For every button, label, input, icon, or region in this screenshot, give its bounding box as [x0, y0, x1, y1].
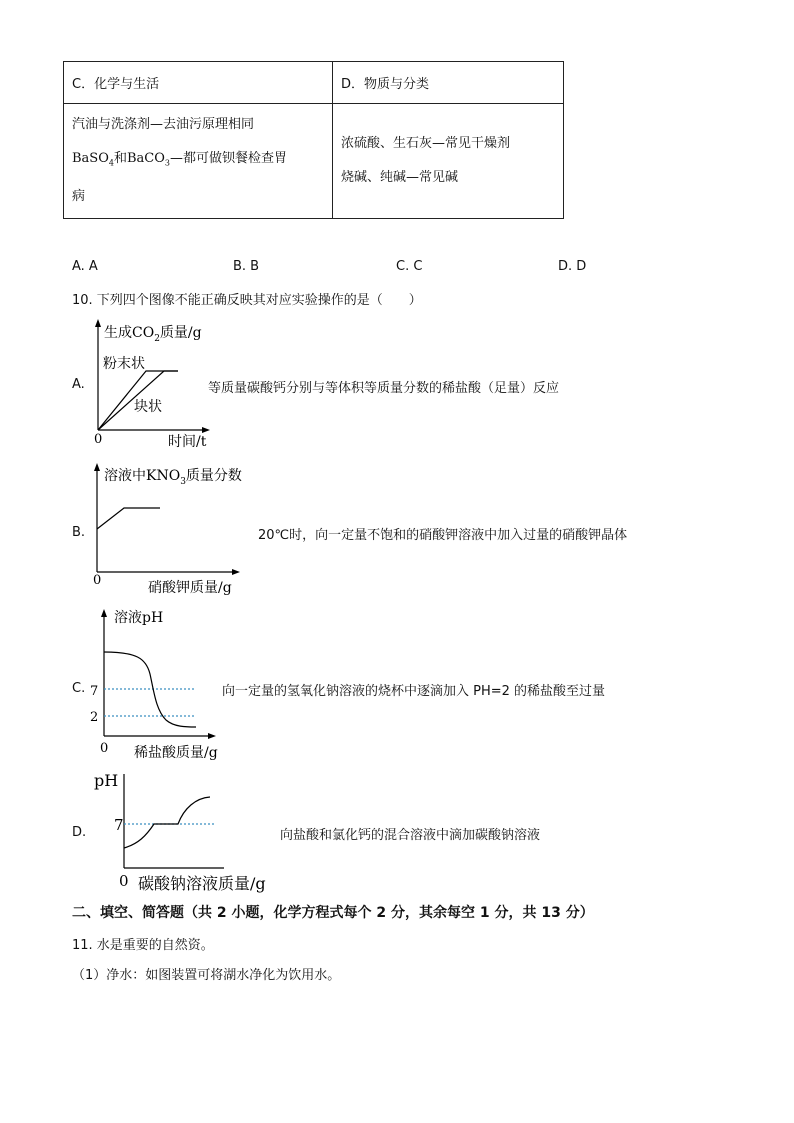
cell-c-line-2 [72, 142, 324, 181]
option-c-label: C. [72, 681, 86, 696]
formula-sub: 4 [108, 158, 114, 168]
x-axis-label: 时间/t [168, 434, 207, 450]
x-axis-arrow-icon [232, 569, 240, 575]
question-11-part-1: （1）净水：如图装置可将湖水净化为饮用水。 [72, 968, 341, 983]
y-axis-label: 溶液pH [114, 610, 164, 626]
lump-label: 块状 [134, 399, 162, 415]
kno3-fraction-curve [97, 508, 160, 529]
connector-text: 和 [113, 150, 127, 166]
tick-7-label: 7 [114, 816, 124, 834]
option-d-label: D. [72, 825, 87, 840]
question-10-stem: 10. 下列四个图像不能正确反映其对应实验操作的是（ ） [72, 293, 422, 308]
table-cell-c [64, 104, 333, 219]
tick-2-label: 2 [90, 710, 99, 725]
table-header-d: D．物质与分类 [333, 62, 564, 104]
option-a-description: 等质量碳酸钙分别与等体积等质量分数的稀盐酸（足量）反应 [208, 381, 560, 396]
cell-d-line-1: 浓硫酸、生石灰—常见干燥剂 [341, 136, 511, 151]
origin-label: 0 [100, 741, 109, 756]
cell-c-line-2-rest: —都可做钡餐检查胃 [170, 150, 288, 166]
option-d-description: 向盐酸和氯化钙的混合溶液中滴加碳酸钠溶液 [280, 828, 541, 843]
graph-c [86, 606, 236, 764]
options-table [63, 61, 564, 219]
y-axis-label: pH [94, 771, 119, 790]
answer-choice-b: B. B [233, 259, 260, 274]
x-axis-arrow-icon [202, 427, 210, 433]
table-header-c: C．化学与生活 [64, 62, 333, 104]
graph-a [86, 316, 216, 451]
ph-curve [124, 797, 210, 848]
x-axis-label: 碳酸钠溶液质量/g [138, 874, 266, 893]
y-axis-label: 生成$CO_2$质量/g [104, 325, 202, 344]
table-cell-d [333, 104, 564, 219]
powder-label: 粉末状 [103, 356, 145, 372]
option-b-description: 20℃时，向一定量不饱和的硝酸钾溶液中加入过量的硝酸钾晶体 [258, 528, 628, 543]
question-11-stem: 11. 水是重要的自然资。 [72, 938, 214, 953]
origin-label: 0 [119, 872, 129, 890]
y-axis-arrow-icon [95, 319, 101, 327]
origin-label: 0 [94, 432, 103, 447]
answer-choice-d: D. D [558, 259, 587, 274]
cell-c-line-1: 汽油与洗涤剂—去油污原理相同 [72, 116, 255, 132]
answer-choice-c: C. C [396, 259, 423, 274]
formula-baso4: BaSO [72, 150, 109, 166]
origin-label: 0 [93, 573, 102, 588]
cell-d-line-2: 烧碱、纯碱—常见碱 [341, 170, 459, 185]
y-axis-label: 溶液中$KNO_3$质量分数 [104, 468, 242, 487]
cell-c-line-3: 病 [72, 189, 86, 205]
graph-b [86, 460, 266, 600]
option-a-label: A. [72, 377, 85, 392]
x-axis-label: 硝酸钾质量/g [148, 580, 232, 596]
formula-sub: 3 [164, 158, 170, 168]
graph-d [86, 764, 296, 898]
x-axis-label: 稀盐酸质量/g [134, 745, 218, 761]
section-2-heading: 二、填空、简答题（共 2 小题，化学方程式每个 2 分，其余每空 1 分，共 13 分） [72, 905, 594, 921]
option-b-label: B. [72, 525, 86, 540]
answer-choice-a: A. A [72, 259, 98, 274]
formula-baco3: BaCO [126, 150, 165, 166]
tick-7-label: 7 [90, 684, 99, 699]
option-c-description: 向一定量的氢氧化钠溶液的烧杯中逐滴加入 PH=2 的稀盐酸至过量 [222, 684, 606, 699]
x-axis-arrow-icon [208, 733, 216, 739]
y-axis-arrow-icon [94, 463, 100, 471]
y-axis-arrow-icon [101, 609, 107, 617]
